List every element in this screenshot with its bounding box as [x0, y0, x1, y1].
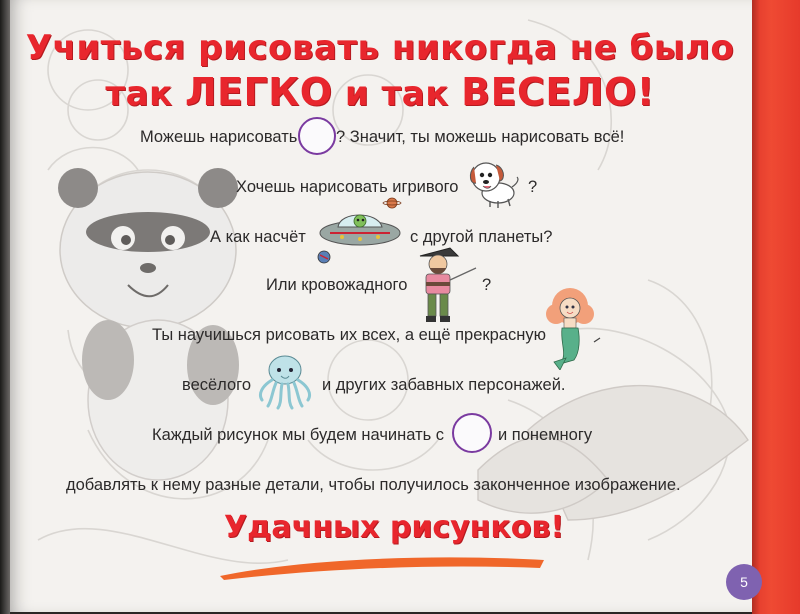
page-number-badge: 5	[726, 564, 762, 600]
octopus-icon	[254, 350, 316, 412]
line-8: добавлять к нему разные детали, чтобы получилось законченное изображение.	[66, 476, 681, 494]
line-5: Ты научишься рисовать их всех, а ещё прекрасную	[152, 326, 546, 344]
line-6-start: весёлого	[182, 376, 252, 394]
line-3-start: А как насчёт	[210, 228, 306, 246]
circle-shape-icon	[298, 117, 336, 155]
line-7-start: Каждый рисунок мы будем начинать с	[152, 426, 445, 444]
title-line-2	[0, 70, 760, 114]
line-2-start: Хочешь нарисовать игривого	[236, 178, 459, 196]
title-line-1-text: Учиться рисовать никогда не было	[25, 28, 735, 68]
orange-swoosh	[218, 550, 548, 582]
line-1-end: ? Значит, ты можешь нарисовать всё!	[336, 128, 625, 146]
closing-wish: Удачных рисунков!	[224, 510, 565, 545]
puppy-icon	[464, 155, 522, 211]
line-4-start: Или кровожадного	[266, 276, 408, 294]
title-line-1	[0, 28, 760, 68]
line-1-start: Можешь нарисовать	[140, 128, 298, 146]
line-6-end: и других забавных персонажей.	[322, 376, 566, 394]
circle-shape-icon	[452, 413, 492, 453]
pirate-icon	[410, 242, 480, 328]
line-3-end: с другой планеты?	[410, 228, 553, 246]
title-word-veselo: ВЕСЕЛО!	[461, 70, 655, 114]
title-line-2-part-c: и так	[332, 74, 462, 114]
mermaid-icon	[540, 286, 606, 370]
title-word-legko: ЛЕГКО	[184, 70, 333, 114]
line-2-end: ?	[528, 178, 538, 196]
alien-ufo-icon	[312, 193, 414, 267]
line-7-end: и понемногу	[498, 426, 593, 444]
title-line-2-part-a: так	[105, 74, 185, 114]
line-4-end: ?	[482, 276, 492, 294]
